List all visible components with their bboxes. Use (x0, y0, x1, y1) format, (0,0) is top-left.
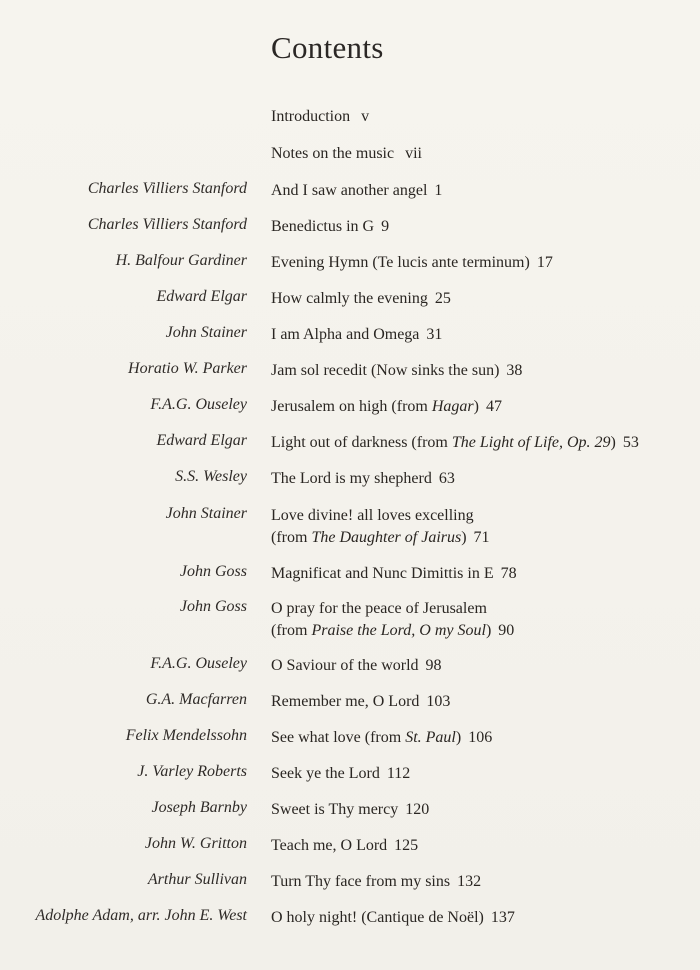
page-number: 53 (622, 434, 639, 451)
page-number: vii (405, 145, 422, 162)
composer-name: John Stainer (165, 505, 247, 522)
page-number: 125 (394, 837, 419, 854)
composer-name: Arthur Sullivan (147, 871, 247, 888)
page-number: 47 (485, 398, 502, 415)
composer-name: S.S. Wesley (175, 468, 247, 485)
composer-name: F.A.G. Ouseley (150, 396, 247, 413)
work-title: Evening Hymn (Te lucis ante terminum) 17 (271, 254, 553, 271)
page-number: 120 (405, 801, 430, 818)
composer-name: Charles Villiers Stanford (87, 216, 247, 233)
work-title: Sweet is Thy mercy 120 (271, 801, 430, 818)
page-number: 63 (438, 470, 455, 487)
composer-name: John Stainer (165, 324, 247, 341)
page-number: 98 (425, 657, 442, 674)
work-title: Benedictus in G 9 (271, 218, 390, 235)
work-title: Remember me, O Lord 103 (271, 693, 451, 710)
composer-name: John Goss (179, 563, 247, 580)
composer-name: Edward Elgar (156, 288, 247, 305)
work-title: Teach me, O Lord 125 (271, 837, 419, 854)
work-title: Love divine! all loves excelling (from The Daughter of Jairus) 71 (271, 507, 490, 546)
page-number: 103 (426, 693, 451, 710)
work-title: How calmly the evening 25 (271, 290, 451, 307)
composer-name: John Goss (179, 598, 247, 615)
page-title: Contents (271, 30, 384, 65)
page-number: 90 (498, 622, 515, 639)
composer-name: J. Varley Roberts (137, 763, 247, 780)
work-title: See what love (from St. Paul) 106 (271, 729, 493, 746)
composer-name: Horatio W. Parker (128, 360, 247, 377)
page-number: 9 (381, 218, 390, 235)
composer-name: F.A.G. Ouseley (150, 655, 247, 672)
page-number: 71 (473, 529, 490, 546)
front-matter-notes (271, 145, 422, 163)
composer-name: Edward Elgar (156, 432, 247, 449)
work-title: O Saviour of the world 98 (271, 657, 442, 674)
page-number: 17 (536, 254, 553, 271)
work-title: Light out of darkness (from The Light of Life, Op. 29) 53 (271, 434, 639, 451)
work-title: O holy night! (Cantique de Noël) 137 (271, 909, 515, 926)
page-number: 25 (434, 290, 451, 307)
work-title: Jerusalem on high (from Hagar) 47 (271, 398, 502, 415)
work-title: Jam sol recedit (Now sinks the sun) 38 (271, 362, 523, 379)
composer-name: H. Balfour Gardiner (115, 252, 247, 269)
front-matter-introduction (271, 108, 369, 126)
page-number: 106 (468, 729, 493, 746)
front-matter-title: Introduction (271, 108, 351, 125)
work-title: O pray for the peace of Jerusalem (from Praise the Lord, O my Soul) 90 (271, 600, 515, 639)
composer-name: John W. Gritton (144, 835, 247, 852)
front-matter-title: Notes on the music (271, 145, 395, 162)
page-number: 38 (506, 362, 523, 379)
work-title: Seek ye the Lord 112 (271, 765, 411, 782)
work-title: The Lord is my shepherd 63 (271, 470, 455, 487)
composer-name: Charles Villiers Stanford (87, 180, 247, 197)
page-number: 137 (490, 909, 515, 926)
composer-name: Felix Mendelssohn (125, 727, 247, 744)
composer-name: Joseph Barnby (151, 799, 247, 816)
work-title: I am Alpha and Omega 31 (271, 326, 443, 343)
page-number: 1 (434, 182, 443, 199)
composer-name: Adolphe Adam, arr. John E. West (35, 907, 247, 924)
work-title: And I saw another angel 1 (271, 182, 443, 199)
page-number: v (361, 108, 370, 125)
work-title: Magnificat and Nunc Dimittis in E 78 (271, 565, 517, 582)
composer-name: G.A. Macfarren (145, 691, 247, 708)
work-title: Turn Thy face from my sins 132 (271, 873, 482, 890)
page-number: 112 (386, 765, 411, 782)
page-number: 132 (457, 873, 482, 890)
page-number: 78 (500, 565, 517, 582)
page-number: 31 (426, 326, 443, 343)
